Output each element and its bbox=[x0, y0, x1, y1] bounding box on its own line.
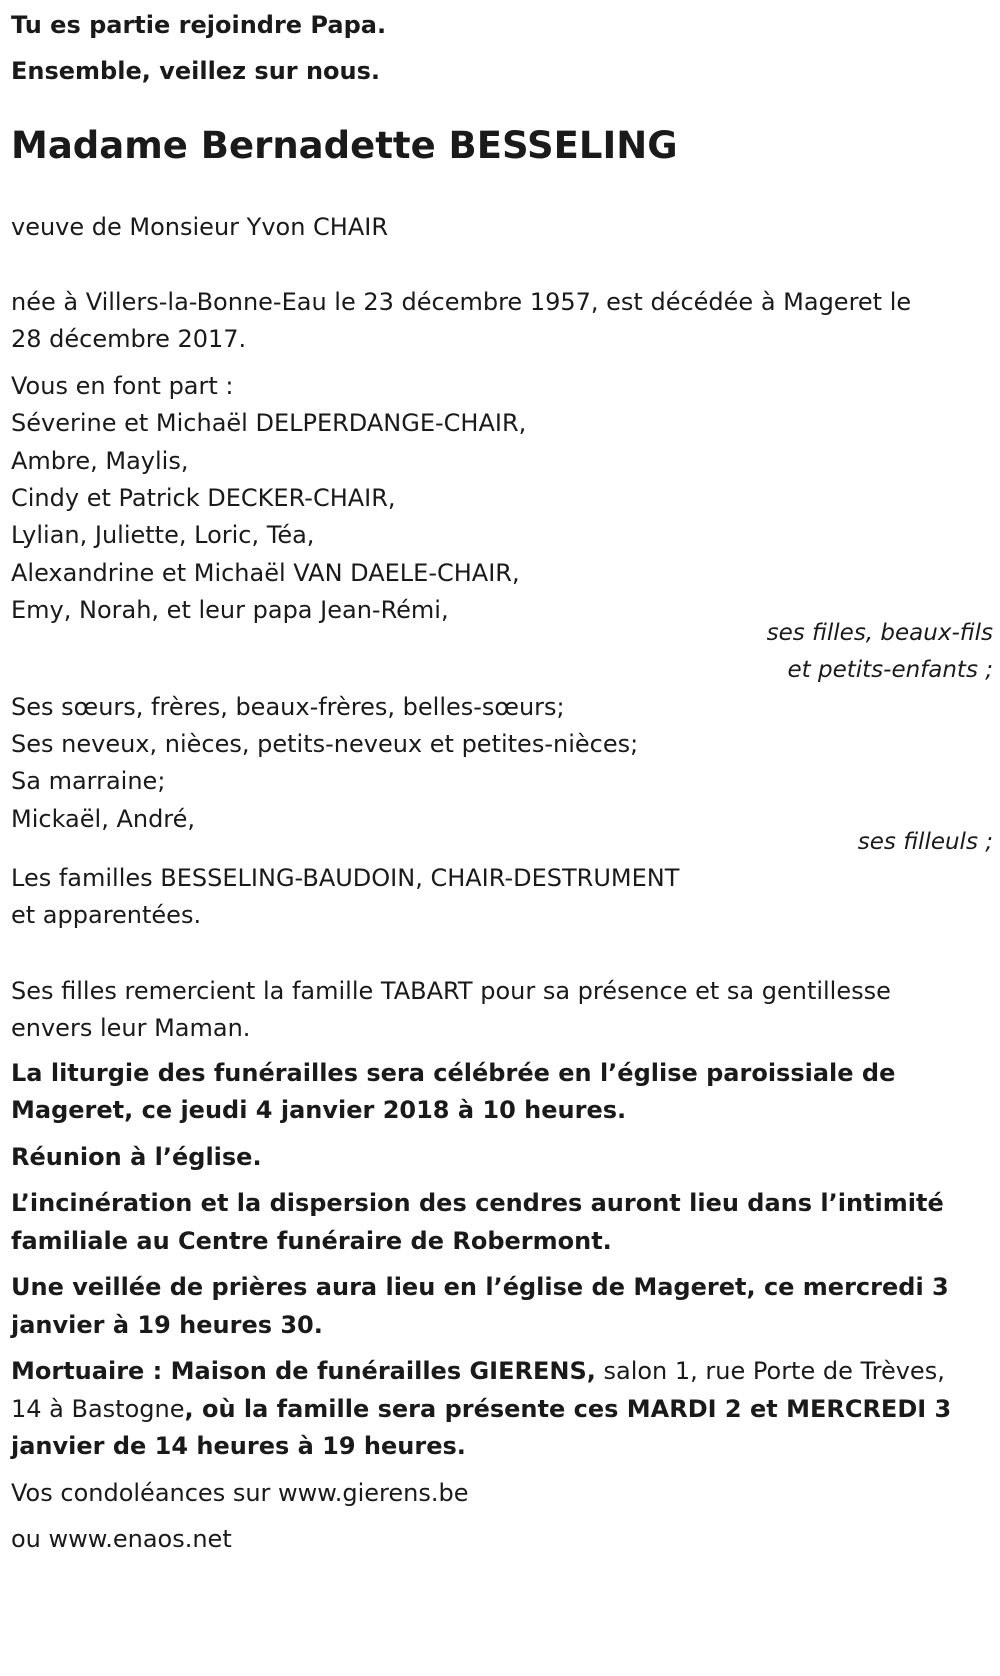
verse-line-2: Ensemble, veillez sur nous. bbox=[11, 57, 381, 85]
relatives-line: Ses sœurs, frères, beaux-frères, belles-sœurs; bbox=[11, 693, 565, 721]
birth-death-line-1: née à Villers-la-Bonne-Eau le 23 décembre 1957, est décédée à Mageret le bbox=[11, 288, 912, 316]
family-child-line: Alexandrine et Michaël VAN DAELE-CHAIR, bbox=[11, 559, 520, 587]
mortuary-line-1 bbox=[11, 1356, 945, 1386]
mortuary-presence-b: janvier de 14 heures à 19 heures. bbox=[11, 1432, 466, 1460]
meeting-line: Réunion à l’église. bbox=[11, 1143, 262, 1171]
vigil-line-2: janvier à 19 heures 30. bbox=[11, 1311, 323, 1339]
verse-line-1: Tu es partie rejoindre Papa. bbox=[11, 11, 387, 39]
godchildren-role: ses filleuls ; bbox=[857, 829, 993, 855]
condolences-line-2: ou www.enaos.net bbox=[11, 1525, 232, 1553]
liturgy-line-1: La liturgie des funérailles sera célébrée en l’église paroissiale de bbox=[11, 1059, 896, 1087]
relatives-line: Mickaël, André, bbox=[11, 805, 196, 833]
widow-of-line: veuve de Monsieur Yvon CHAIR bbox=[11, 213, 389, 241]
families-line-2: et apparentées. bbox=[11, 901, 202, 929]
mortuary-presence-a: , où la famille sera présente ces MARDI 2 et MERCREDI 3 bbox=[184, 1395, 952, 1423]
cremation-line-2: familiale au Centre funéraire de Robermont. bbox=[11, 1227, 612, 1255]
children-role-line-1: ses filles, beaux-fils bbox=[766, 620, 993, 646]
family-child-line: Séverine et Michaël DELPERDANGE-CHAIR, bbox=[11, 409, 527, 437]
relatives-line: Ses neveux, nièces, petits-neveux et petites-nièces; bbox=[11, 730, 639, 758]
families-line-1: Les familles BESSELING-BAUDOIN, CHAIR-DESTRUMENT bbox=[11, 864, 680, 892]
mortuary-address-b: 14 à Bastogne bbox=[11, 1395, 185, 1423]
family-child-line: Lylian, Juliette, Loric, Téa, bbox=[11, 521, 315, 549]
children-role-line-2: et petits-enfants ; bbox=[787, 657, 993, 683]
family-child-line: Emy, Norah, et leur papa Jean-Rémi, bbox=[11, 596, 449, 624]
thanks-line-1: Ses filles remercient la famille TABART pour sa présence et sa gentillesse bbox=[11, 977, 891, 1005]
birth-death-line-2: 28 décembre 2017. bbox=[11, 325, 247, 353]
liturgy-line-2: Mageret, ce jeudi 4 janvier 2018 à 10 heures. bbox=[11, 1096, 627, 1124]
mortuary-line-2 bbox=[11, 1394, 951, 1424]
family-child-line: Cindy et Patrick DECKER-CHAIR, bbox=[11, 484, 396, 512]
family-intro: Vous en font part : bbox=[11, 372, 234, 400]
mortuary-address-a: salon 1, rue Porte de Trèves, bbox=[595, 1357, 945, 1385]
relatives-line: Sa marraine; bbox=[11, 767, 166, 795]
family-child-line: Ambre, Maylis, bbox=[11, 447, 189, 475]
mortuary-label: Mortuaire : Maison de funérailles GIERENS, bbox=[11, 1357, 596, 1385]
thanks-line-2: envers leur Maman. bbox=[11, 1014, 251, 1042]
vigil-line-1: Une veillée de prières aura lieu en l’église de Mageret, ce mercredi 3 bbox=[11, 1273, 949, 1301]
deceased-name: Madame Bernadette BESSELING bbox=[11, 124, 678, 167]
cremation-line-1: L’incinération et la dispersion des cendres auront lieu dans l’intimité bbox=[11, 1189, 944, 1217]
condolences-line-1: Vos condoléances sur www.gierens.be bbox=[11, 1479, 469, 1507]
